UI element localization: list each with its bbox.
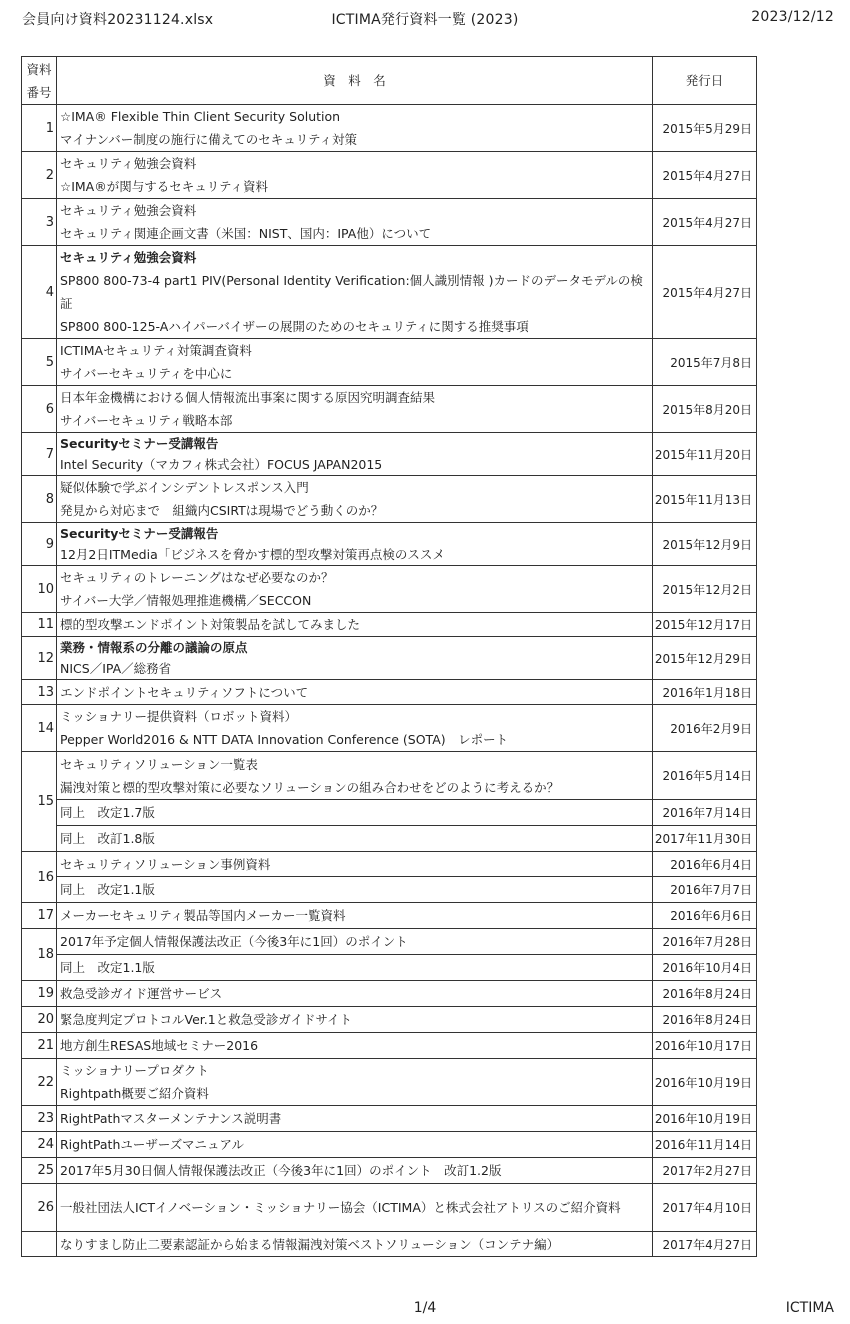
doc-title-line: Intel Security（マカフィ株式会社）FOCUS JAPAN2015 bbox=[60, 457, 383, 472]
doc-title-line: サイバー大学／情報処理推進機構／SECCON bbox=[60, 593, 312, 608]
doc-number: 9 bbox=[22, 523, 57, 566]
doc-number: 21 bbox=[22, 1033, 57, 1059]
doc-title-line: セキュリティのトレーニングはなぜ必要なのか？ bbox=[60, 570, 334, 585]
doc-title-line: 日本年金機構における個人情報流出事案に関する原因究明調査結果 bbox=[60, 390, 436, 405]
doc-date: 2016年8月24日 bbox=[653, 1007, 757, 1033]
doc-title bbox=[57, 852, 653, 877]
table-row bbox=[22, 929, 757, 955]
doc-title-line: セキュリティ関連企画文書（米国：NIST、国内：IPA他）について bbox=[60, 226, 432, 241]
doc-number: 15 bbox=[22, 752, 57, 852]
table-row bbox=[22, 566, 757, 613]
doc-date: 2015年7月8日 bbox=[653, 339, 757, 386]
doc-date: 2016年2月9日 bbox=[653, 705, 757, 752]
doc-title bbox=[57, 613, 653, 637]
doc-title-line: 一般社団法人ICTイノベーション・ミッショナリー協会（ICTIMA）と株式会社アトリスのご紹介資料 bbox=[60, 1200, 621, 1215]
doc-date: 2015年4月27日 bbox=[653, 152, 757, 199]
doc-date: 2016年10月19日 bbox=[653, 1059, 757, 1106]
table-row bbox=[22, 105, 757, 152]
doc-number: 7 bbox=[22, 433, 57, 476]
doc-title-line: Securityセミナー受講報告 bbox=[60, 436, 219, 451]
doc-date: 2017年4月10日 bbox=[653, 1184, 757, 1232]
doc-number: 12 bbox=[22, 637, 57, 680]
page-title: ICTIMA発行資料一覧 (2023) bbox=[331, 12, 519, 28]
doc-title-line: サイバーセキュリティを中心に bbox=[60, 366, 233, 381]
table-row bbox=[22, 903, 757, 929]
doc-number: 3 bbox=[22, 199, 57, 246]
table-row bbox=[22, 199, 757, 246]
doc-title-line: エンドポイントセキュリティソフトについて bbox=[60, 684, 309, 700]
doc-title-line: 疑似体験で学ぶインシデントレスポンス入門 bbox=[60, 480, 309, 495]
doc-number: 17 bbox=[22, 903, 57, 929]
table-row bbox=[22, 877, 757, 903]
doc-date: 2015年12月29日 bbox=[653, 637, 757, 680]
doc-date: 2016年8月24日 bbox=[653, 981, 757, 1007]
table-row bbox=[22, 246, 757, 339]
doc-title bbox=[57, 680, 653, 705]
doc-title-line: 同上 改定1.1版 bbox=[60, 960, 155, 975]
doc-title bbox=[57, 637, 653, 680]
table-row bbox=[22, 386, 757, 433]
doc-title bbox=[57, 1158, 653, 1184]
doc-number: 1 bbox=[22, 105, 57, 152]
doc-title bbox=[57, 981, 653, 1007]
table-row bbox=[22, 637, 757, 680]
doc-title bbox=[57, 566, 653, 613]
doc-date: 2016年7月7日 bbox=[653, 877, 757, 903]
doc-title-line: セキュリティソリューション事例資料 bbox=[60, 856, 271, 872]
doc-number: 24 bbox=[22, 1132, 57, 1158]
doc-date: 2016年10月17日 bbox=[653, 1033, 757, 1059]
doc-title bbox=[57, 523, 653, 566]
doc-date: 2017年11月30日 bbox=[653, 826, 757, 852]
doc-title-line: 同上 改定1.1版 bbox=[60, 882, 155, 897]
doc-title bbox=[57, 800, 653, 826]
page-number: 1/4 bbox=[413, 1300, 437, 1316]
table-row bbox=[22, 152, 757, 199]
doc-title-line: 同上 改訂1.8版 bbox=[60, 831, 155, 846]
file-name: 会員向け資料20231124.xlsx bbox=[22, 12, 214, 28]
table-row bbox=[22, 1106, 757, 1132]
column-header-number-line2: 番号 bbox=[26, 84, 52, 100]
doc-date: 2015年8月20日 bbox=[653, 386, 757, 433]
doc-date: 2016年5月14日 bbox=[653, 752, 757, 800]
doc-number: 5 bbox=[22, 339, 57, 386]
doc-date: 2015年5月29日 bbox=[653, 105, 757, 152]
footer-org: ICTIMA bbox=[785, 1300, 834, 1316]
doc-title bbox=[57, 152, 653, 199]
doc-date: 2016年10月4日 bbox=[653, 955, 757, 981]
doc-title-line: セキュリティ勉強会資料 bbox=[60, 156, 197, 171]
doc-date: 2015年12月2日 bbox=[653, 566, 757, 613]
table-row bbox=[22, 955, 757, 981]
doc-date: 2015年4月27日 bbox=[653, 246, 757, 339]
doc-number: 25 bbox=[22, 1158, 57, 1184]
doc-title-line: Rightpath概要ご紹介資料 bbox=[60, 1086, 209, 1101]
doc-title-line: 標的型攻撃エンドポイント対策製品を試してみました bbox=[60, 617, 361, 632]
doc-title-line: なりすまし防止二要素認証から始まる情報漏洩対策ベストソリューション（コンテナ編） bbox=[60, 1236, 560, 1252]
doc-title-line: メーカーセキュリティ製品等国内メーカー一覧資料 bbox=[60, 908, 346, 923]
doc-title-line: マイナンバー制度の施行に備えてのセキュリティ対策 bbox=[60, 132, 358, 147]
doc-date: 2016年11月14日 bbox=[653, 1132, 757, 1158]
doc-number: 6 bbox=[22, 386, 57, 433]
doc-title-line: 12月2日ITMedia「ビジネスを脅かす標的型攻撃対策再点検のススメ bbox=[60, 547, 445, 562]
table-row bbox=[22, 1184, 757, 1232]
doc-number: 14 bbox=[22, 705, 57, 752]
doc-title-line: 地方創生RESAS地域セミナー2016 bbox=[60, 1038, 259, 1053]
doc-number: 18 bbox=[22, 929, 57, 981]
table-row bbox=[22, 476, 757, 523]
doc-title-line: 2017年予定個人情報保護法改正（今後3年に1回）のポイント bbox=[60, 934, 408, 949]
doc-title-line: ☆IMA®が関与するセキュリティ資料 bbox=[60, 179, 268, 194]
doc-number: 10 bbox=[22, 566, 57, 613]
doc-number: 16 bbox=[22, 852, 57, 903]
doc-number bbox=[22, 1232, 57, 1257]
doc-title bbox=[57, 877, 653, 903]
doc-title bbox=[57, 752, 653, 800]
doc-title bbox=[57, 903, 653, 929]
doc-date: 2015年12月17日 bbox=[653, 613, 757, 637]
doc-date: 2017年2月27日 bbox=[653, 1158, 757, 1184]
doc-number: 23 bbox=[22, 1106, 57, 1132]
doc-date: 2016年7月14日 bbox=[653, 800, 757, 826]
doc-title bbox=[57, 1059, 653, 1106]
table-row bbox=[22, 1007, 757, 1033]
doc-title bbox=[57, 386, 653, 433]
doc-title-line: 漏洩対策と標的型攻撃対策に必要なソリューションの組み合わせをどのように考えるか？ bbox=[60, 779, 560, 795]
table-row bbox=[22, 705, 757, 752]
doc-title bbox=[57, 476, 653, 523]
doc-title-line: 緊急度判定プロトコルVer.1と救急受診ガイドサイト bbox=[60, 1012, 352, 1027]
table-row bbox=[22, 752, 757, 800]
doc-title-line: セキュリティ勉強会資料 bbox=[60, 250, 197, 265]
table-row bbox=[22, 826, 757, 852]
doc-date: 2016年6月4日 bbox=[653, 852, 757, 877]
doc-number: 26 bbox=[22, 1184, 57, 1232]
table-row bbox=[22, 613, 757, 637]
doc-title-line: RightPathマスターメンテナンス説明書 bbox=[60, 1111, 282, 1126]
table-row bbox=[22, 1059, 757, 1106]
doc-number: 11 bbox=[22, 613, 57, 637]
doc-title bbox=[57, 246, 653, 339]
doc-number: 4 bbox=[22, 246, 57, 339]
doc-number: 20 bbox=[22, 1007, 57, 1033]
table-header-row bbox=[22, 57, 757, 105]
table-row bbox=[22, 852, 757, 877]
table-row bbox=[22, 680, 757, 705]
doc-date: 2015年11月20日 bbox=[653, 433, 757, 476]
table-row bbox=[22, 433, 757, 476]
column-header-date: 発行日 bbox=[653, 57, 757, 105]
doc-title bbox=[57, 1184, 653, 1232]
doc-title-line: Securityセミナー受講報告 bbox=[60, 526, 219, 541]
print-date: 2023/12/12 bbox=[751, 9, 834, 25]
doc-title-line: 救急受診ガイド運営サービス bbox=[60, 986, 223, 1001]
doc-title bbox=[57, 339, 653, 386]
doc-title-line: ミッショナリープロダクト bbox=[60, 1063, 209, 1078]
column-header-number bbox=[22, 57, 57, 105]
doc-date: 2017年4月27日 bbox=[653, 1232, 757, 1257]
doc-date: 2015年11月13日 bbox=[653, 476, 757, 523]
doc-number: 19 bbox=[22, 981, 57, 1007]
doc-number: 8 bbox=[22, 476, 57, 523]
doc-date: 2016年7月28日 bbox=[653, 929, 757, 955]
table-row bbox=[22, 1132, 757, 1158]
doc-title-line: サイバーセキュリティ戦略本部 bbox=[60, 413, 233, 428]
doc-title-line: RightPathユーザーズマニュアル bbox=[60, 1137, 245, 1152]
doc-title-line: SP800 800-73-4 part1 PIV(Personal Identity Verification:個人識別情報 )カードのデータモデルの検証 bbox=[60, 273, 643, 311]
doc-title bbox=[57, 929, 653, 955]
table-row bbox=[22, 1033, 757, 1059]
table-row bbox=[22, 523, 757, 566]
document-list-table bbox=[21, 56, 757, 1257]
doc-title bbox=[57, 955, 653, 981]
doc-title bbox=[57, 105, 653, 152]
doc-title-line: ミッショナリー提供資料（ロボット資料） bbox=[60, 709, 298, 724]
doc-title bbox=[57, 1106, 653, 1132]
doc-title-line: ☆IMA® Flexible Thin Client Security Solution bbox=[60, 109, 341, 124]
doc-title-line: セキュリティソリューション一覧表 bbox=[60, 756, 258, 772]
doc-title bbox=[57, 433, 653, 476]
doc-title-line: セキュリティ勉強会資料 bbox=[60, 203, 197, 218]
doc-title-line: 業務・情報系の分離の議論の原点 bbox=[60, 640, 248, 655]
table-row bbox=[22, 1232, 757, 1257]
doc-title bbox=[57, 199, 653, 246]
doc-number: 2 bbox=[22, 152, 57, 199]
doc-number: 22 bbox=[22, 1059, 57, 1106]
doc-title bbox=[57, 1007, 653, 1033]
doc-title-line: SP800 800-125-Aハイパーバイザーの展開のためのセキュリティに関する推奨事項 bbox=[60, 319, 529, 334]
doc-title-line: 同上 改定1.7版 bbox=[60, 805, 155, 820]
doc-title bbox=[57, 1232, 653, 1257]
table-row bbox=[22, 339, 757, 386]
column-header-name: 資 料 名 bbox=[57, 57, 653, 105]
table-row bbox=[22, 981, 757, 1007]
doc-title-line: 発見から対応まで 組織内CSIRTは現場でどう動くのか？ bbox=[60, 503, 384, 518]
doc-title-line: NICS／IPA／総務省 bbox=[60, 661, 172, 676]
doc-number: 13 bbox=[22, 680, 57, 705]
doc-title-line: 2017年5月30日個人情報保護法改正（今後3年に1回）のポイント 改訂1.2版 bbox=[60, 1163, 502, 1178]
column-header-number-line1: 資料 bbox=[26, 61, 52, 77]
doc-date: 2016年6月6日 bbox=[653, 903, 757, 929]
doc-title-line: ICTIMAセキュリティ対策調査資料 bbox=[60, 343, 252, 358]
doc-title bbox=[57, 1132, 653, 1158]
doc-date: 2016年10月19日 bbox=[653, 1106, 757, 1132]
table-row bbox=[22, 1158, 757, 1184]
doc-date: 2015年12月9日 bbox=[653, 523, 757, 566]
doc-title bbox=[57, 1033, 653, 1059]
doc-date: 2015年4月27日 bbox=[653, 199, 757, 246]
doc-title bbox=[57, 705, 653, 752]
doc-title-line: Pepper World2016 & NTT DATA Innovation Conference (SOTA) レポート bbox=[60, 732, 509, 747]
table-row bbox=[22, 800, 757, 826]
doc-title bbox=[57, 826, 653, 852]
doc-date: 2016年1月18日 bbox=[653, 680, 757, 705]
